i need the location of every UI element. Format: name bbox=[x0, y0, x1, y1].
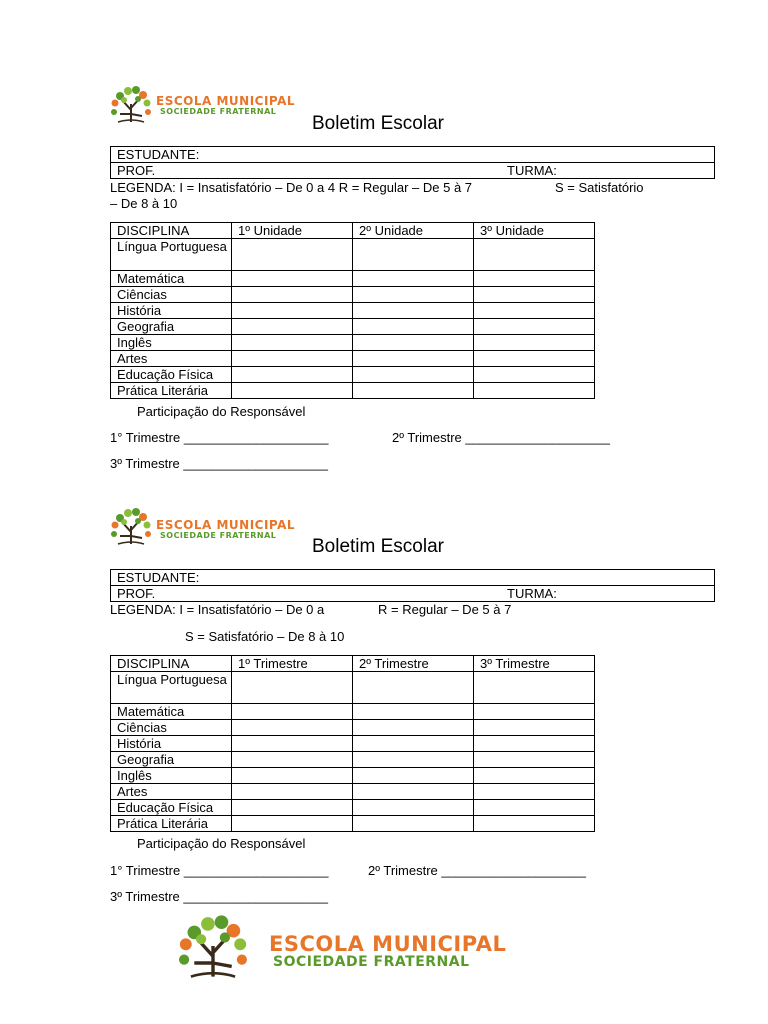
grade-cell[interactable] bbox=[353, 672, 474, 704]
header-cell: 3º Trimestre bbox=[474, 656, 595, 672]
turma-label: TURMA: bbox=[507, 586, 557, 601]
subject-name: Ciências bbox=[111, 287, 232, 303]
grade-cell[interactable] bbox=[232, 704, 353, 720]
grade-cell[interactable] bbox=[353, 319, 474, 335]
student-label: ESTUDANTE: bbox=[117, 147, 200, 162]
table-row bbox=[111, 752, 595, 768]
logo-line1: ESCOLA MUNICIPAL bbox=[156, 518, 296, 532]
subject-name: Educação Física bbox=[111, 800, 232, 816]
grade-cell[interactable] bbox=[353, 720, 474, 736]
grade-cell[interactable] bbox=[474, 351, 595, 367]
legend-regular: R = Regular – De 5 à 7 bbox=[378, 602, 512, 617]
table-row bbox=[111, 704, 595, 720]
table-row bbox=[111, 271, 595, 287]
grade-cell[interactable] bbox=[353, 383, 474, 399]
turma-label: TURMA: bbox=[507, 163, 557, 178]
subject-name: Inglês bbox=[111, 335, 232, 351]
grades-table bbox=[110, 655, 595, 832]
legend-line: LEGENDA: I = Insatisfatório – De 0 a 4 R = Regular – De 5 à 7 bbox=[110, 180, 473, 195]
grade-cell[interactable] bbox=[232, 367, 353, 383]
header-cell: 2º Trimestre bbox=[353, 656, 474, 672]
trimester-2-signature: 2º Trimestre ____________________ bbox=[392, 430, 610, 445]
legend-satisfactory: S = Satisfatório – De 8 à 10 bbox=[185, 629, 345, 644]
grade-cell[interactable] bbox=[232, 672, 353, 704]
subject-name: Artes bbox=[111, 351, 232, 367]
prof-label: PROF. bbox=[117, 586, 156, 601]
subject-name: Prática Literária bbox=[111, 383, 232, 399]
trimester-1-signature: 1° Trimestre ____________________ bbox=[110, 863, 329, 878]
table-row bbox=[111, 768, 595, 784]
grade-cell[interactable] bbox=[353, 239, 474, 271]
table-row bbox=[111, 239, 595, 271]
legend-line: LEGENDA: I = Insatisfatório – De 0 a bbox=[110, 602, 325, 617]
table-row bbox=[111, 287, 595, 303]
subject-name: Educação Física bbox=[111, 367, 232, 383]
grade-cell[interactable] bbox=[232, 239, 353, 271]
grade-cell[interactable] bbox=[353, 704, 474, 720]
grade-cell[interactable] bbox=[232, 287, 353, 303]
grade-cell[interactable] bbox=[353, 800, 474, 816]
grade-cell[interactable] bbox=[353, 736, 474, 752]
grade-cell[interactable] bbox=[232, 784, 353, 800]
subject-name: História bbox=[111, 303, 232, 319]
table-row bbox=[111, 784, 595, 800]
prof-label: PROF. bbox=[117, 163, 156, 178]
participation-heading: Participação do Responsável bbox=[137, 836, 306, 851]
grade-cell[interactable] bbox=[232, 303, 353, 319]
student-info-box bbox=[110, 569, 715, 602]
header-cell: 2º Unidade bbox=[353, 223, 474, 239]
grade-cell[interactable] bbox=[232, 752, 353, 768]
legend-line-continued: – De 8 à 10 bbox=[110, 196, 178, 211]
page-title: Boletim Escolar bbox=[312, 113, 444, 134]
grade-cell[interactable] bbox=[232, 319, 353, 335]
participation-heading: Participação do Responsável bbox=[137, 404, 306, 419]
grade-cell[interactable] bbox=[353, 335, 474, 351]
subject-name: Prática Literária bbox=[111, 816, 232, 832]
grade-cell[interactable] bbox=[353, 367, 474, 383]
grade-cell[interactable] bbox=[474, 287, 595, 303]
trimester-2-signature: 2º Trimestre ____________________ bbox=[368, 863, 586, 878]
logo-line2: SOCIEDADE FRATERNAL bbox=[160, 107, 277, 116]
school-logo-middle bbox=[108, 506, 296, 546]
school-logo-bottom bbox=[165, 912, 525, 980]
tree-icon bbox=[108, 506, 154, 546]
header-cell: DISCIPLINA bbox=[111, 656, 232, 672]
tree-icon bbox=[165, 912, 261, 980]
grade-cell[interactable] bbox=[474, 319, 595, 335]
subject-name: Matemática bbox=[111, 704, 232, 720]
grade-cell[interactable] bbox=[353, 303, 474, 319]
table-header-row bbox=[111, 656, 595, 672]
grade-cell[interactable] bbox=[474, 383, 595, 399]
logo-line2: SOCIEDADE FRATERNAL bbox=[160, 531, 277, 540]
grade-cell[interactable] bbox=[474, 800, 595, 816]
trimester-3-signature: 3º Trimestre ____________________ bbox=[110, 456, 328, 471]
subject-name: Geografia bbox=[111, 752, 232, 768]
grade-cell[interactable] bbox=[474, 736, 595, 752]
school-logo-top bbox=[108, 84, 296, 124]
grade-cell[interactable] bbox=[232, 351, 353, 367]
grade-cell[interactable] bbox=[353, 287, 474, 303]
table-row bbox=[111, 383, 595, 399]
student-label: ESTUDANTE: bbox=[117, 570, 200, 585]
tree-icon bbox=[108, 84, 154, 124]
grade-cell[interactable] bbox=[474, 303, 595, 319]
grade-cell[interactable] bbox=[353, 271, 474, 287]
subject-name: Língua Portuguesa bbox=[111, 239, 232, 271]
table-header-row bbox=[111, 223, 595, 239]
grade-cell[interactable] bbox=[474, 335, 595, 351]
table-row bbox=[111, 319, 595, 335]
grade-cell[interactable] bbox=[353, 752, 474, 768]
grade-cell[interactable] bbox=[353, 768, 474, 784]
header-cell: 1º Unidade bbox=[232, 223, 353, 239]
legend-satisfactory: S = Satisfatório bbox=[555, 180, 644, 195]
grade-cell[interactable] bbox=[474, 784, 595, 800]
logo-line1: ESCOLA MUNICIPAL bbox=[269, 932, 507, 956]
grade-cell[interactable] bbox=[474, 720, 595, 736]
grade-cell[interactable] bbox=[232, 736, 353, 752]
subject-name: História bbox=[111, 736, 232, 752]
grade-cell[interactable] bbox=[232, 335, 353, 351]
header-cell: 3º Unidade bbox=[474, 223, 595, 239]
grade-cell[interactable] bbox=[232, 720, 353, 736]
grade-cell[interactable] bbox=[232, 383, 353, 399]
table-row bbox=[111, 720, 595, 736]
grade-cell[interactable] bbox=[232, 768, 353, 784]
trimester-1-signature: 1° Trimestre ____________________ bbox=[110, 430, 329, 445]
table-row bbox=[111, 335, 595, 351]
grades-table bbox=[110, 222, 595, 399]
subject-name: Matemática bbox=[111, 271, 232, 287]
grade-cell[interactable] bbox=[232, 816, 353, 832]
grade-cell[interactable] bbox=[353, 784, 474, 800]
grade-cell[interactable] bbox=[474, 768, 595, 784]
subject-name: Geografia bbox=[111, 319, 232, 335]
grade-cell[interactable] bbox=[353, 816, 474, 832]
logo-line1: ESCOLA MUNICIPAL bbox=[156, 94, 296, 108]
grade-cell[interactable] bbox=[474, 672, 595, 704]
grade-cell[interactable] bbox=[474, 271, 595, 287]
logo-line2: SOCIEDADE FRATERNAL bbox=[273, 954, 470, 970]
subject-name: Língua Portuguesa bbox=[111, 672, 232, 704]
student-info-box bbox=[110, 146, 715, 179]
table-row bbox=[111, 816, 595, 832]
table-row bbox=[111, 367, 595, 383]
grade-cell[interactable] bbox=[353, 351, 474, 367]
table-row bbox=[111, 351, 595, 367]
grade-cell[interactable] bbox=[474, 704, 595, 720]
grade-cell[interactable] bbox=[232, 271, 353, 287]
trimester-3-signature: 3º Trimestre ____________________ bbox=[110, 889, 328, 904]
subject-name: Ciências bbox=[111, 720, 232, 736]
header-cell: DISCIPLINA bbox=[111, 223, 232, 239]
grade-cell[interactable] bbox=[474, 367, 595, 383]
page-title: Boletim Escolar bbox=[312, 536, 444, 557]
table-row bbox=[111, 736, 595, 752]
subject-name: Artes bbox=[111, 784, 232, 800]
grade-cell[interactable] bbox=[232, 800, 353, 816]
subject-name: Inglês bbox=[111, 768, 232, 784]
table-row bbox=[111, 800, 595, 816]
table-row bbox=[111, 303, 595, 319]
grade-cell[interactable] bbox=[474, 752, 595, 768]
table-row bbox=[111, 672, 595, 704]
grade-cell[interactable] bbox=[474, 239, 595, 271]
grade-cell[interactable] bbox=[474, 816, 595, 832]
header-cell: 1º Trimestre bbox=[232, 656, 353, 672]
